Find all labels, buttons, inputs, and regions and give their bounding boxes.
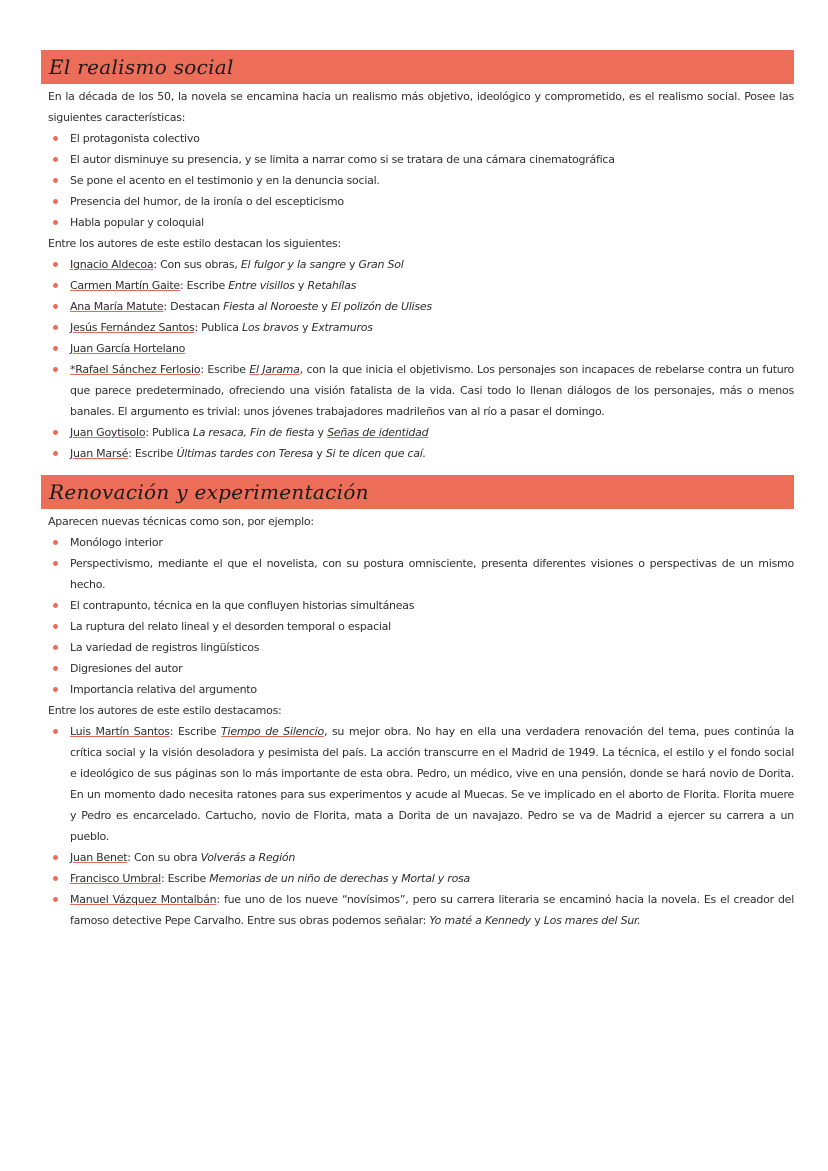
author-name: Jesús Fernández Santos xyxy=(70,321,195,334)
work-title: Tiempo de Silencio xyxy=(221,725,324,738)
author-name: Juan Goytisolo xyxy=(70,426,146,439)
author-text: : Destacan xyxy=(163,300,224,313)
author-name: Carmen Martín Gaite xyxy=(70,279,180,292)
work-title: El polizón de Ulises xyxy=(330,300,432,313)
work-title: Los mares del Sur. xyxy=(543,914,641,927)
work-title: Yo maté a Kennedy xyxy=(429,914,531,927)
list-item: Perspectivismo, mediante el que el novelista, con su postura omnisciente, presenta diferentes visiones o perspectivas de un mismo hecho. xyxy=(41,553,794,595)
list-item: Digresiones del autor xyxy=(41,658,794,679)
author-text: : fue uno de los nueve “novísimos”, pero su carrera literaria se encaminó hacia la novela. Es el creador del famoso detective Pepe Carvalho. Entre sus obras podemos señalar: xyxy=(70,893,795,927)
list-item: Monólogo interior xyxy=(41,532,794,553)
work-title: Retahílas xyxy=(307,279,357,292)
authors-intro: Entre los autores de este estilo destacamos: xyxy=(48,704,282,717)
list-item: El protagonista colectivo xyxy=(41,128,794,149)
author-item xyxy=(41,422,794,443)
author-name: Ana María Matute xyxy=(70,300,164,313)
author-item xyxy=(41,317,794,338)
work-title: Los bravos xyxy=(241,321,299,334)
author-item xyxy=(41,721,794,847)
list-item: La variedad de registros lingüísticos xyxy=(41,637,794,658)
author-item xyxy=(41,296,794,317)
author-text: y xyxy=(388,872,402,885)
features-list xyxy=(41,128,794,233)
intro-paragraph: En la década de los 50, la novela se encamina hacia un realismo más objetivo, ideológico y comprometido, es el realismo social. Posee las siguientes características: xyxy=(48,90,794,124)
author-text: : Escribe xyxy=(200,363,250,376)
author-item xyxy=(41,359,794,422)
author-name: Francisco Umbral xyxy=(70,872,161,885)
author-name: Juan Marsé xyxy=(70,447,129,460)
section-renovacion xyxy=(41,475,794,931)
work-title: Extramuros xyxy=(311,321,373,334)
section-title: El realismo social xyxy=(49,55,234,79)
list-item: Importancia relativa del argumento xyxy=(41,679,794,700)
list-item: Presencia del humor, de la ironía o del escepticismo xyxy=(41,191,794,212)
author-name: Manuel Vázquez Montalbán xyxy=(70,893,217,906)
work-title: Volverás a Región xyxy=(200,851,296,864)
author-item xyxy=(41,847,794,868)
authors-intro: Entre los autores de este estilo destacan los siguientes: xyxy=(48,237,341,250)
author-text: : Publica xyxy=(145,426,193,439)
work-title: Últimas tardes con Teresa xyxy=(176,447,314,460)
intro-paragraph: Aparecen nuevas técnicas como son, por ejemplo: xyxy=(48,515,314,528)
work-title: Si te dicen que caí. xyxy=(325,447,426,460)
work-title: El fulgor y la sangre xyxy=(240,258,346,271)
work-title: Memorias de un niño de derechas xyxy=(209,872,389,885)
author-item xyxy=(41,889,794,931)
author-text: : Publica xyxy=(194,321,242,334)
author-text: : Con su obra xyxy=(127,851,201,864)
section-realismo-social xyxy=(41,50,794,464)
author-text: y xyxy=(294,279,308,292)
work-title: La resaca, Fin de fiesta xyxy=(192,426,315,439)
author-item xyxy=(41,338,794,359)
section-header-band xyxy=(41,475,794,509)
authors-list xyxy=(41,254,794,464)
author-text: , con la que inicia el objetivismo. Los personajes son incapaces de rebelarse contra un futuro que parece predeterminado, ofreciendo una visión fatalista de la vida. Casi todo lo llenan diálogos de los personajes, más o menos banales. El argumento es trivial: unos jóvenes trabajadores madrileños van al río a pasar el domingo. xyxy=(70,363,794,418)
author-name: *Rafael Sánchez Ferlosio xyxy=(70,363,201,376)
work-title: El Jarama xyxy=(249,363,300,376)
author-item xyxy=(41,443,794,464)
work-title: Fiesta al Noroeste xyxy=(223,300,319,313)
work-title: Mortal y rosa xyxy=(401,872,471,885)
author-name: Ignacio Aldecoa xyxy=(70,258,154,271)
author-text: : Escribe xyxy=(179,279,229,292)
list-item: Se pone el acento en el testimonio y en la denuncia social. xyxy=(41,170,794,191)
author-text: , su mejor obra. No hay en ella una verdadera renovación del tema, pues continúa la crítica social y la visión desoladora y pesimista del país. La acción transcurre en el Madrid de 1949. La técnica, el estilo y el fondo social e ideológico de sus páginas son lo más importante de esta obra. Pedro, un médico, vive en una pensión, donde se hará novio de Dorita. En un momento dado necesita ratones para sus experimentos y acude al Muecas. Se ve implicado en el aborto de Florita. Florita muere y Pedro es encarcelado. Cartucho, novio de Florita, mata a Dorita de un navajazo. Pedro se va de Madrid a ejercer su carrera a un pueblo. xyxy=(70,725,794,843)
author-text: y xyxy=(314,426,328,439)
author-text: y xyxy=(345,258,359,271)
work-title: Gran Sol xyxy=(358,258,404,271)
work-title: Señas de identidad xyxy=(327,426,429,439)
list-item: Habla popular y coloquial xyxy=(41,212,794,233)
author-text: : Escribe xyxy=(169,725,222,738)
list-item: El contrapunto, técnica en la que confluyen historias simultáneas xyxy=(41,595,794,616)
author-text: : Con sus obras, xyxy=(153,258,241,271)
author-item xyxy=(41,868,794,889)
author-text: y xyxy=(313,447,326,460)
author-item xyxy=(41,254,794,275)
list-item: La ruptura del relato lineal y el desorden temporal o espacial xyxy=(41,616,794,637)
authors-list xyxy=(41,721,794,931)
author-item xyxy=(41,275,794,296)
section-title: Renovación y experimentación xyxy=(49,480,369,504)
author-text: : Escribe xyxy=(160,872,210,885)
author-name: Juan Benet xyxy=(70,851,128,864)
list-item: El autor disminuye su presencia, y se limita a narrar como si se tratara de una cámara cinematográfica xyxy=(41,149,794,170)
author-text: : Escribe xyxy=(128,447,177,460)
author-text: y xyxy=(298,321,312,334)
author-name: Juan García Hortelano xyxy=(70,342,186,355)
work-title: Entre visillos xyxy=(228,279,295,292)
section-header-band xyxy=(41,50,794,84)
techniques-list xyxy=(41,532,794,700)
author-text: y xyxy=(530,914,544,927)
author-text: y xyxy=(318,300,331,313)
author-name: Luis Martín Santos xyxy=(70,725,170,738)
